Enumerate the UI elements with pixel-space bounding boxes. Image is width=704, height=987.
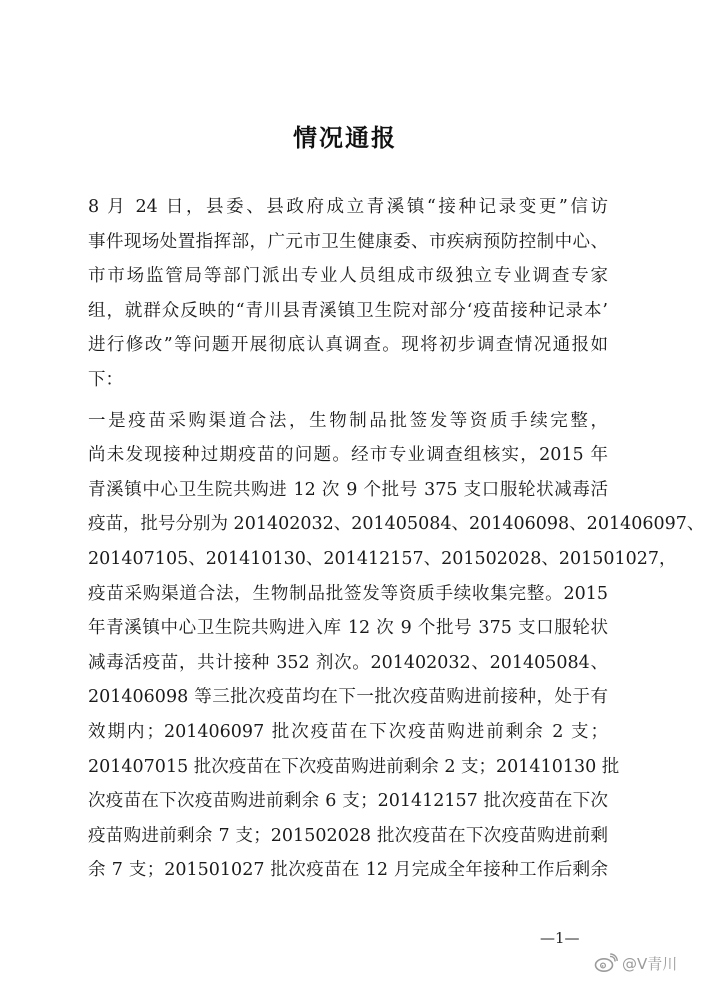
text-line: 次疫苗在下次疫苗购进前剩余 6 支；201412157 批次疫苗在下次 — [88, 791, 608, 812]
text-line: 效期内；201406097 批次疫苗在下次疫苗购进前剩余 2 支； — [88, 721, 608, 742]
page-title: 情况通报 — [293, 123, 397, 152]
paragraph-1 — [88, 190, 608, 398]
text-line: 进行修改”等问题开展彻底认真调查。现将初步调查情况通报如 — [88, 335, 608, 356]
text-line: 201407015 批次疫苗在下次疫苗购进前剩余 2 支；201410130 批 — [88, 756, 620, 777]
text-line: 下： — [88, 369, 123, 390]
text-line: 8 月 24 日，县委、县政府成立青溪镇“接种记录变更”信访 — [88, 197, 608, 217]
weibo-icon — [594, 953, 618, 973]
text-line: 事件现场处置指挥部，广元市卫生健康委、市疾病预防控制中心、 — [88, 231, 608, 252]
text-line: 年青溪镇中心卫生院共购进入库 12 次 9 个批号 375 支口服轮状 — [88, 618, 608, 639]
text-line: 尚未发现接种过期疫苗的问题。经市专业调查组核实，2015 年 — [88, 445, 608, 466]
text-line: 青溪镇中心卫生院共购进 12 次 9 个批号 375 支口服轮状减毒活 — [88, 479, 608, 500]
text-line: 疫苗购进前剩余 7 支；201502028 批次疫苗在下次疫苗购进前剩 — [88, 825, 608, 846]
document-body — [88, 190, 704, 888]
text-line: 市市场监管局等部门派出专业人员组成市级独立专业调查专家 — [88, 266, 608, 287]
paragraph-2 — [88, 404, 704, 888]
page-number: —1— — [540, 929, 580, 947]
watermark-text: @V青川 — [622, 954, 678, 973]
text-line: 疫苗，批号分别为 201402032、201405084、201406098、201406097、 — [88, 514, 704, 535]
text-line: 组，就群众反映的“青川县青溪镇卫生院对部分‘疫苗接种记录本’ — [88, 300, 608, 321]
text-line: 余 7 支；201501027 批次疫苗在 12 月完成全年接种工作后剩余 — [88, 860, 608, 881]
text-line: 减毒活疫苗，共计接种 352 剂次。201402032、201405084、 — [88, 652, 608, 673]
watermark — [594, 950, 677, 976]
text-line: 201406098 等三批次疫苗均在下一批次疫苗购进前接种，处于有 — [88, 687, 608, 708]
text-line: 疫苗采购渠道合法，生物制品批签发等资质手续收集完整。2015 — [88, 583, 608, 604]
text-line: 201407105、201410130、201412157、201502028、201501027， — [88, 548, 677, 569]
text-line: 一是疫苗采购渠道合法，生物制品批签发等资质手续完整， — [88, 410, 608, 431]
